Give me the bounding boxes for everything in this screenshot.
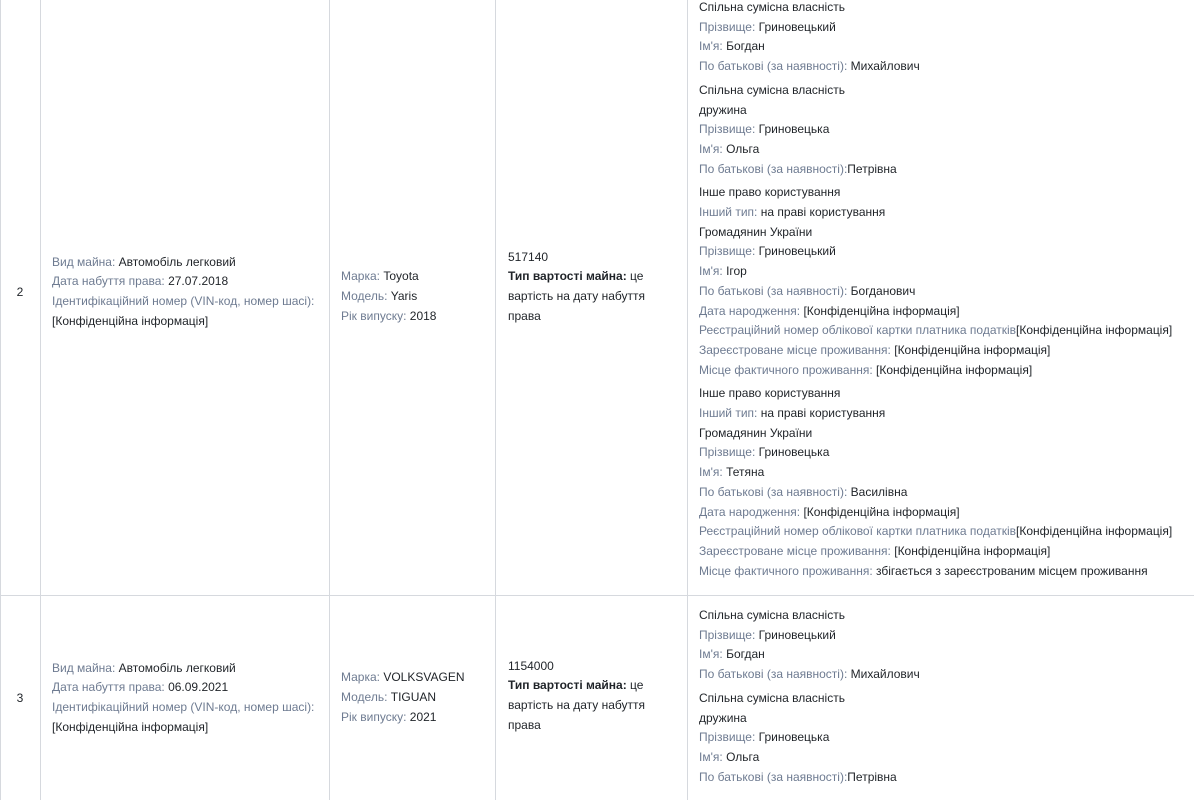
- name: Ольга: [726, 749, 760, 764]
- patronymic: Петрівна: [847, 769, 897, 784]
- owner-entry: [699, 606, 1194, 685]
- birth: [Конфіденційна інформація]: [803, 504, 960, 519]
- number: 3: [16, 691, 24, 705]
- citizenship: Громадянин України: [699, 224, 813, 239]
- property-type: [52, 659, 322, 679]
- relation: дружина: [699, 102, 747, 117]
- field-line: [699, 748, 1194, 768]
- surname-label: Прізвище:: [699, 122, 756, 137]
- field-line: [699, 120, 1194, 140]
- field-line: [699, 728, 1194, 748]
- field-line: [699, 463, 1194, 483]
- field-line: [699, 645, 1194, 665]
- patronymic: Михайлович: [850, 667, 920, 682]
- surname-label: Прізвище:: [699, 244, 756, 259]
- field-line: [699, 503, 1194, 523]
- patronymic: Михайлович: [850, 59, 920, 74]
- vehicle-brand: [341, 267, 491, 287]
- vin-label: Ідентифікаційний номер (VIN-код, номер шасі):: [52, 700, 315, 714]
- model-label: Модель:: [341, 690, 388, 705]
- rights: Інше право користування: [699, 386, 841, 401]
- other-type-label: Інший тип:: [699, 205, 758, 220]
- patronymic: Василівна: [850, 484, 908, 499]
- owner-entry: [699, 81, 1194, 180]
- field-line: [699, 341, 1194, 361]
- table-row: [0, 596, 1194, 800]
- vehicle-cell: [341, 596, 491, 800]
- actual: збігається з зареєстрованим місцем проживання: [876, 563, 1148, 578]
- cost-type: [508, 267, 680, 326]
- actual-label: Місце фактичного проживання:: [699, 362, 873, 377]
- patronymic-label: По батькові (за наявності):: [699, 769, 848, 784]
- brand-value: VOLKSVAGEN: [383, 670, 465, 685]
- type-label: Тип вартості майна:: [508, 269, 627, 284]
- model-value: Yaris: [390, 289, 418, 304]
- property-cell: [52, 0, 322, 584]
- field-line: [699, 37, 1194, 57]
- surname: Гриновецький: [758, 244, 836, 259]
- field-line: [699, 282, 1194, 302]
- date-value: 06.09.2021: [168, 680, 229, 695]
- surname-label: Прізвище:: [699, 627, 756, 642]
- vehicle-cell: [341, 0, 491, 594]
- field-line: [699, 361, 1194, 381]
- name-label: Ім'я:: [699, 749, 723, 764]
- field-line: [699, 768, 1194, 788]
- vehicle-brand: [341, 668, 491, 688]
- year-value: 2021: [409, 709, 437, 724]
- vin-value: [Конфіденційна інформація]: [52, 313, 209, 328]
- field-line: [699, 665, 1194, 685]
- reg-label: Зареєстроване місце проживання:: [699, 342, 891, 357]
- vin-value: [Конфіденційна інформація]: [52, 719, 209, 734]
- field-line: [699, 522, 1194, 542]
- surname: Гриновецька: [758, 445, 830, 460]
- year-label: Рік випуску:: [341, 709, 407, 724]
- patronymic-label: По батькові (за наявності):: [699, 59, 848, 74]
- name-label: Ім'я:: [699, 465, 723, 480]
- vehicle-year: [341, 708, 491, 728]
- acquisition-date: [52, 272, 322, 292]
- surname-label: Прізвище:: [699, 19, 756, 34]
- field-line: [699, 203, 1194, 223]
- reg-label: Зареєстроване місце проживання:: [699, 543, 891, 558]
- field-line: [699, 302, 1194, 322]
- patronymic-label: По батькові (за наявності):: [699, 667, 848, 682]
- surname: Гриновецька: [758, 122, 830, 137]
- owner-entry: [699, 183, 1194, 380]
- patronymic-label: По батькові (за наявності):: [699, 283, 848, 298]
- type-value: Автомобіль легковий: [118, 254, 236, 269]
- name: Богдан: [726, 39, 765, 54]
- citizenship: Громадянин України: [699, 425, 813, 440]
- surname: Гриновецький: [758, 19, 836, 34]
- field-line: [699, 140, 1194, 160]
- number: 2: [16, 285, 24, 299]
- cost-amount: 1154000: [508, 658, 554, 673]
- patronymic-label: По батькові (за наявності):: [699, 484, 848, 499]
- property-cell: [52, 596, 322, 800]
- name: Ольга: [726, 141, 760, 156]
- name-label: Ім'я:: [699, 141, 723, 156]
- field-line: [699, 562, 1194, 582]
- type-label: Вид майна:: [52, 660, 116, 675]
- field-line: [699, 57, 1194, 77]
- cost-amount: 517140: [508, 249, 549, 264]
- type-value: Автомобіль легковий: [118, 660, 236, 675]
- rights: Спільна сумісна власність: [699, 690, 845, 705]
- patronymic: Богданович: [850, 283, 916, 298]
- type-label: Вид майна:: [52, 254, 116, 269]
- owner-entry: [699, 0, 1194, 77]
- name-label: Ім'я:: [699, 647, 723, 662]
- name-label: Ім'я:: [699, 264, 723, 279]
- other-type-label: Інший тип:: [699, 406, 758, 421]
- surname-label: Прізвище:: [699, 445, 756, 460]
- vin-number: [52, 292, 322, 331]
- vehicle-year: [341, 307, 491, 327]
- year-value: 2018: [409, 308, 437, 323]
- field-line: [699, 443, 1194, 463]
- year-label: Рік випуску:: [341, 308, 407, 323]
- cost-type: [508, 676, 680, 735]
- owner-entry: [699, 384, 1194, 581]
- vin-label: Ідентифікаційний номер (VIN-код, номер шасі):: [52, 294, 315, 308]
- name: Ігор: [726, 264, 747, 279]
- type-label: Тип вартості майна:: [508, 678, 627, 693]
- owners-cell: [699, 0, 1194, 585]
- field-line: [699, 242, 1194, 262]
- birth: [Конфіденційна інформація]: [803, 303, 960, 318]
- date-label: Дата набуття права:: [52, 274, 165, 289]
- property-type: [52, 253, 322, 273]
- patronymic: Петрівна: [847, 161, 897, 176]
- name: Тетяна: [726, 465, 765, 480]
- field-line: [699, 404, 1194, 424]
- row-number: [0, 596, 40, 800]
- owner-entry: [699, 689, 1194, 788]
- tax-label: Реєстраційний номер облікової картки платника податків: [699, 323, 1017, 338]
- surname: Гриновецький: [758, 627, 836, 642]
- other-type: на праві користування: [760, 205, 886, 220]
- row-number: [0, 0, 40, 584]
- date-value: 27.07.2018: [168, 274, 229, 289]
- model-label: Модель:: [341, 289, 388, 304]
- surname-label: Прізвище:: [699, 730, 756, 745]
- tax: [Конфіденційна інформація]: [1016, 524, 1173, 539]
- date-label: Дата набуття права:: [52, 680, 165, 695]
- rights: Спільна сумісна власність: [699, 608, 845, 622]
- birth-label: Дата народження:: [699, 504, 801, 519]
- rights: Спільна сумісна власність: [699, 0, 845, 14]
- actual: [Конфіденційна інформація]: [876, 362, 1033, 377]
- other-type: на праві користування: [760, 406, 886, 421]
- rights: Інше право користування: [699, 185, 841, 200]
- patronymic-label: По батькові (за наявності):: [699, 161, 848, 176]
- vin-number: [52, 698, 322, 737]
- field-line: [699, 626, 1194, 646]
- rights: Спільна сумісна власність: [699, 82, 845, 97]
- brand-value: Toyota: [383, 269, 419, 284]
- reg: [Конфіденційна інформація]: [894, 342, 1051, 357]
- birth-label: Дата народження:: [699, 303, 801, 318]
- tax: [Конфіденційна інформація]: [1016, 323, 1173, 338]
- field-line: [699, 160, 1194, 180]
- field-line: [699, 321, 1194, 341]
- tax-label: Реєстраційний номер облікової картки платника податків: [699, 524, 1017, 539]
- actual-label: Місце фактичного проживання:: [699, 563, 873, 578]
- brand-label: Марка:: [341, 670, 380, 685]
- model-value: TIGUAN: [390, 690, 437, 705]
- reg: [Конфіденційна інформація]: [894, 543, 1051, 558]
- cost-cell: [508, 596, 680, 796]
- field-line: [699, 483, 1194, 503]
- acquisition-date: [52, 678, 322, 698]
- cost-cell: [508, 0, 680, 574]
- brand-label: Марка:: [341, 269, 380, 284]
- surname: Гриновецька: [758, 730, 830, 745]
- field-line: [699, 542, 1194, 562]
- relation: дружина: [699, 710, 747, 725]
- vehicle-model: [341, 688, 491, 708]
- field-line: [699, 18, 1194, 38]
- field-line: [699, 262, 1194, 282]
- owners-cell: [699, 606, 1194, 791]
- type-value: це вартість на дату набуття права: [508, 269, 645, 323]
- name: Богдан: [726, 647, 765, 662]
- name-label: Ім'я:: [699, 39, 723, 54]
- vehicle-model: [341, 287, 491, 307]
- type-value: це вартість на дату набуття права: [508, 678, 645, 732]
